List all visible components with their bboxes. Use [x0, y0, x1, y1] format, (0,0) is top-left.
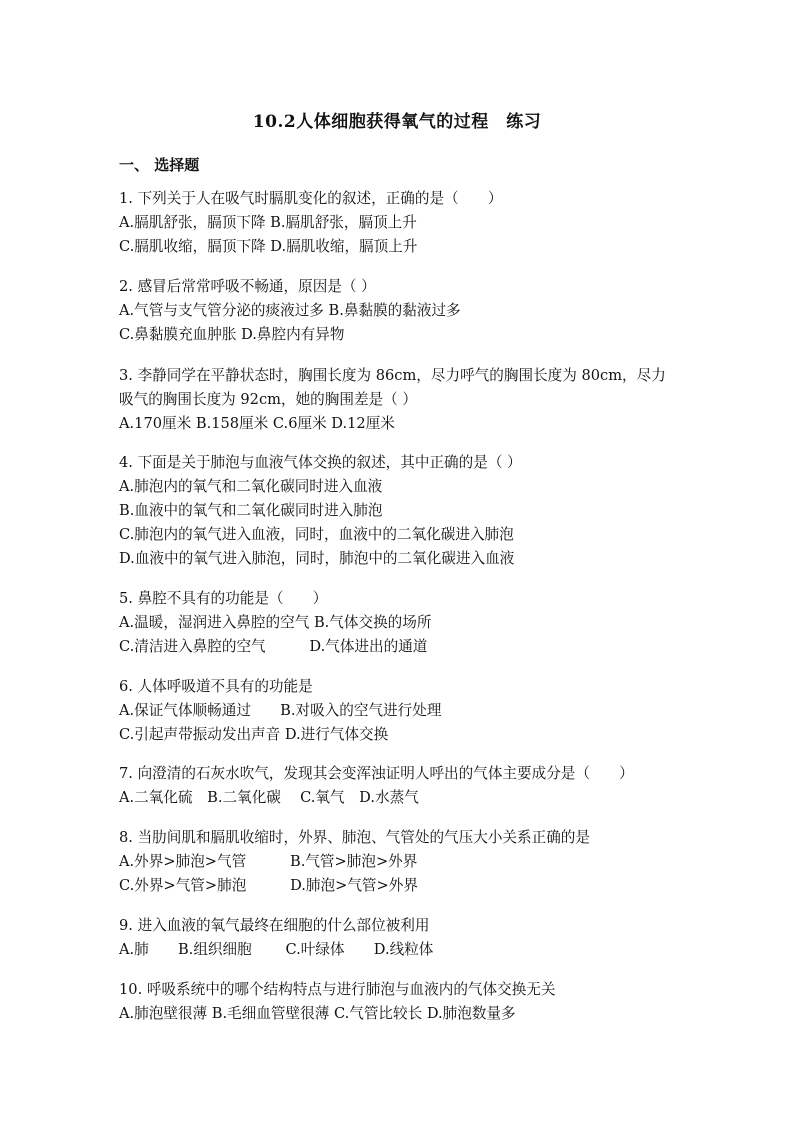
- question-8: [119, 826, 679, 898]
- question-stem: 2. 感冒后常常呼吸不畅通，原因是（ ）: [119, 278, 376, 295]
- question-2: [119, 275, 679, 347]
- question-stem: 4. 下面是关于肺泡与血液气体交换的叙述，其中正确的是（ ）: [119, 454, 522, 471]
- question-options: A.肺 B.组织细胞 C.叶绿体 D.线粒体: [119, 941, 434, 958]
- question-1: [119, 187, 679, 259]
- question-3: [119, 364, 679, 436]
- question-10: [119, 978, 679, 1026]
- question-options: A.膈肌舒张，膈顶下降 B.膈肌舒张，膈顶上升: [119, 214, 417, 231]
- question-stem: 1. 下列关于人在吸气时膈肌变化的叙述，正确的是（ ）: [119, 190, 503, 207]
- question-options: C.肺泡内的氧气进入血液，同时，血液中的二氧化碳进入肺泡: [119, 526, 514, 543]
- question-stem: 7. 向澄清的石灰水吹气，发现其会变浑浊证明人呼出的气体主要成分是（ ）: [119, 765, 634, 782]
- question-options: A.二氧化硫 B.二氧化碳 C.氧气 D.水蒸气: [119, 789, 419, 806]
- question-options: C.清洁进入鼻腔的空气 D.气体进出的通道: [119, 638, 428, 655]
- section-heading: 一、 选择题: [119, 156, 200, 174]
- question-stem: 8. 当肋间肌和膈肌收缩时，外界、肺泡、气管处的气压大小关系正确的是: [119, 829, 590, 846]
- question-stem: 10. 呼吸系统中的哪个结构特点与进行肺泡与血液内的气体交换无关: [119, 981, 556, 998]
- question-options: A.保证气体顺畅通过 B.对吸入的空气进行处理: [119, 702, 442, 719]
- question-options: A.170厘米 B.158厘米 C.6厘米 D.12厘米: [119, 415, 395, 432]
- question-options: C.鼻黏膜充血肿胀 D.鼻腔内有异物: [119, 326, 345, 343]
- question-options: A.温暖，湿润进入鼻腔的空气 B.气体交换的场所: [119, 614, 432, 631]
- question-options: D.血液中的氧气进入肺泡，同时，肺泡中的二氧化碳进入血液: [119, 550, 515, 567]
- question-options: A.外界>肺泡>气管 B.气管>肺泡>外界: [119, 853, 418, 870]
- question-options: B.血液中的氧气和二氧化碳同时进入肺泡: [119, 502, 383, 519]
- question-options: C.膈肌收缩，膈顶下降 D.膈肌收缩，膈顶上升: [119, 238, 418, 255]
- document-title: 10.2人体细胞获得氧气的过程 练习: [252, 112, 542, 132]
- question-options: A.肺泡壁很薄 B.毛细血管壁很薄 C.气管比较长 D.肺泡数量多: [119, 1005, 516, 1022]
- question-stem: 5. 鼻腔不具有的功能是（ ）: [119, 590, 328, 607]
- question-5: [119, 587, 679, 659]
- question-options: C.引起声带振动发出声音 D.进行气体交换: [119, 726, 389, 743]
- question-stem: 3. 李静同学在平静状态时，胸围长度为 86cm，尽力呼气的胸围长度为 80cm，尽力吸气的胸围长度为 92cm，她的胸围差是（ ）: [119, 367, 666, 408]
- question-options: C.外界>气管>肺泡 D.肺泡>气管>外界: [119, 877, 418, 894]
- question-stem: 9. 进入血液的氧气最终在细胞的什么部位被利用: [119, 917, 430, 934]
- question-options: A.气管与支气管分泌的痰液过多 B.鼻黏膜的黏液过多: [119, 302, 461, 319]
- question-7: [119, 762, 679, 810]
- question-stem: 6. 人体呼吸道不具有的功能是: [119, 678, 313, 695]
- question-9: [119, 914, 679, 962]
- question-options: A.肺泡内的氧气和二氧化碳同时进入血液: [119, 478, 383, 495]
- question-6: [119, 675, 679, 747]
- question-4: [119, 451, 679, 571]
